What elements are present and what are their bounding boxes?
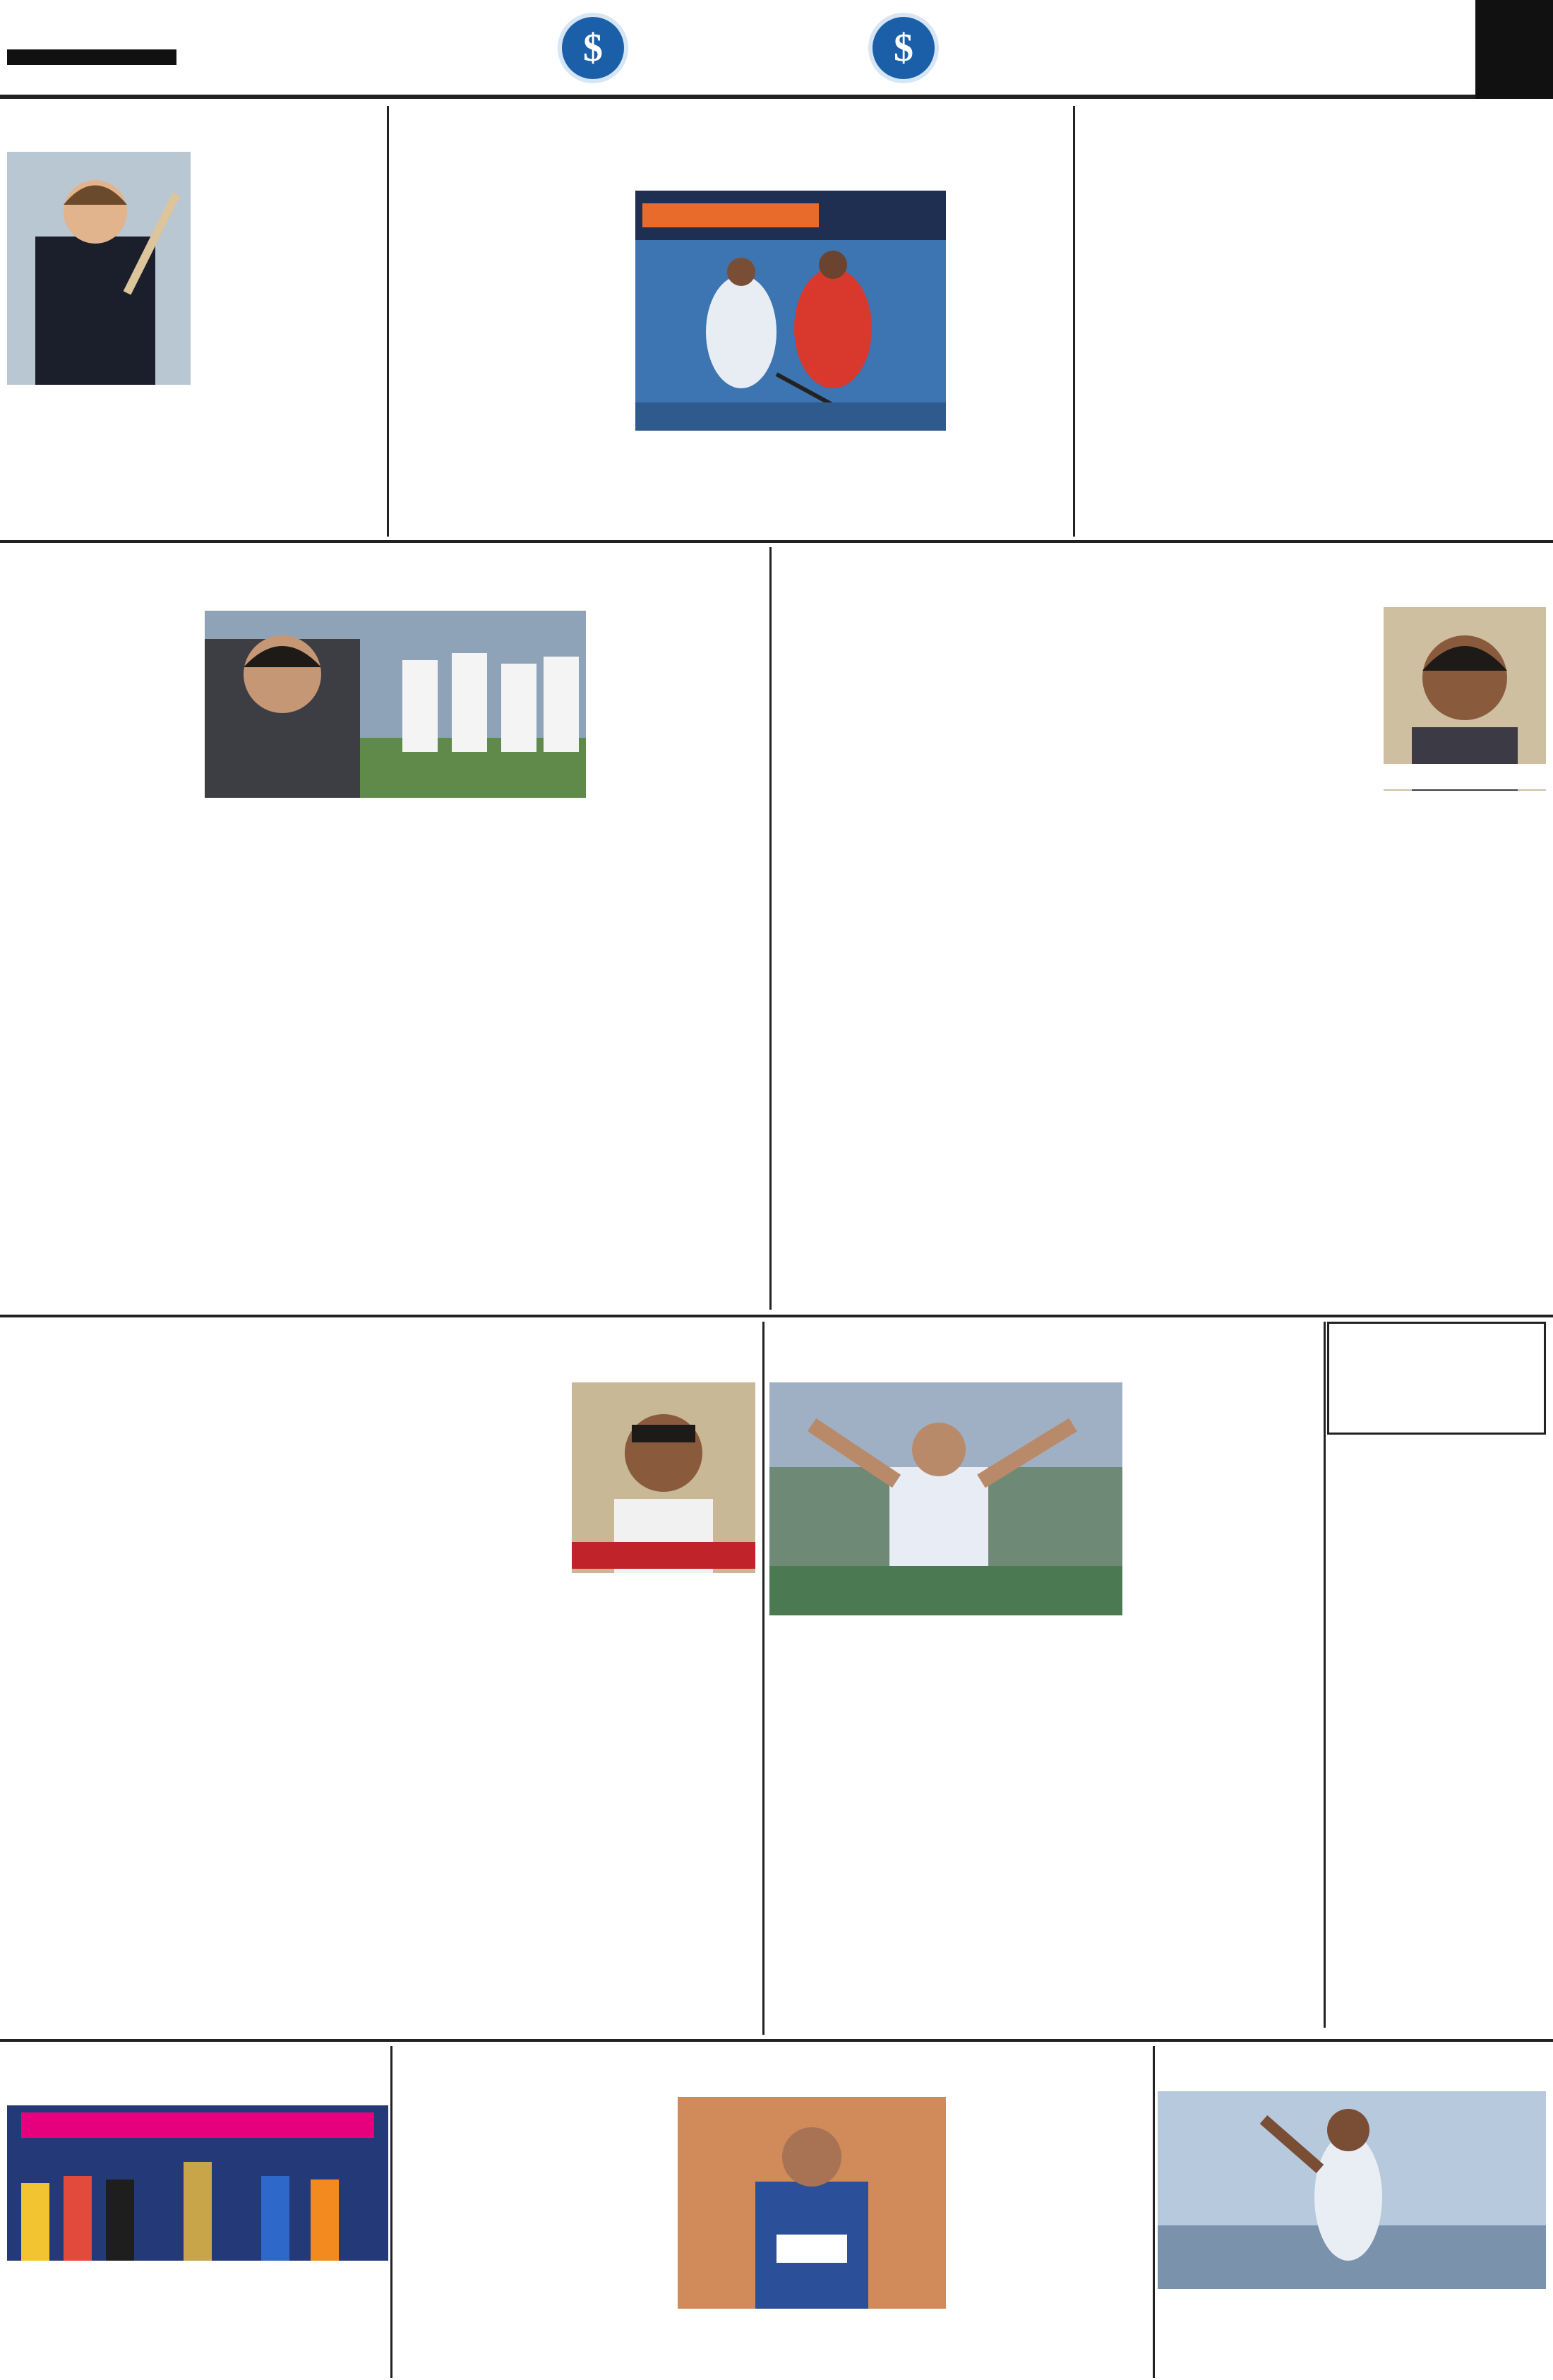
paralympic-box — [1327, 1322, 1546, 1435]
story-indian-football — [7, 2266, 388, 2372]
column-rule — [390, 2046, 392, 2378]
headline-new-zealand-coaches — [1080, 106, 1546, 198]
story-josh-hull-col3 — [198, 1382, 378, 2032]
columnist-name — [572, 1542, 755, 1569]
column-rule — [1153, 2046, 1155, 2378]
neeraj-photo — [678, 2097, 946, 2309]
hockey-photo — [635, 191, 946, 431]
story-josh-hull-col1 — [572, 1580, 755, 2032]
masthead — [7, 6, 176, 69]
newspaper-logo-right: $ — [868, 13, 939, 83]
newspaper-logo-left: $ — [558, 13, 628, 83]
headline-paris-paralympics — [7, 688, 198, 752]
story-musheer-col4 — [776, 607, 1009, 1306]
story-paralympic-bronze — [1327, 1440, 1546, 1709]
story-hockey-india-col2 — [395, 191, 628, 530]
story-new-zealand-coaches — [1080, 201, 1546, 533]
page-number — [1475, 0, 1553, 99]
story-josh-hull-col4 — [7, 1382, 191, 2004]
story-praveen — [1158, 2295, 1546, 2372]
story-credit — [7, 2005, 191, 2029]
headline-neeraj-chopra — [395, 2046, 1151, 2093]
headline-musheer-saini — [776, 547, 1546, 604]
story-pcb-col3 — [593, 1239, 762, 1306]
headline-pcb-naqvi — [7, 547, 762, 604]
story-ronaldo-col2 — [769, 1622, 1122, 2032]
story-musheer-col3 — [1017, 607, 1193, 1306]
story-womens-t20 — [205, 907, 586, 1306]
story-paris-paralympics — [7, 755, 198, 1306]
section-divider — [0, 1315, 1553, 1317]
section-divider — [0, 540, 1553, 543]
pcb-photo — [205, 611, 586, 798]
column-rule — [1324, 1322, 1326, 2028]
column-rule — [1073, 106, 1075, 537]
section-title — [649, 10, 875, 73]
praveen-photo — [1158, 2091, 1546, 2289]
column-rule — [769, 547, 772, 1310]
headline-ronaldo-900 — [769, 1322, 1320, 1378]
headline-nz-selector — [7, 106, 381, 148]
story-pcb-col1 — [593, 611, 762, 1232]
headline-indian-football — [7, 2046, 388, 2103]
columnist-photo — [572, 1382, 755, 1573]
column-rule — [387, 106, 389, 537]
story-musheer-col1 — [1384, 798, 1546, 1306]
story-musheer-col2 — [1200, 607, 1377, 1306]
story-neeraj-col1 — [953, 2097, 1151, 2380]
musheer-photo — [1384, 607, 1546, 791]
headline-josh-hull — [7, 1322, 755, 1378]
subhead-pcb-icc — [205, 851, 586, 900]
headline-womens-t20 — [205, 805, 586, 847]
headline-paralympic-bronze — [1333, 1328, 1540, 1431]
story-hockey-india-col1 — [953, 191, 1066, 431]
section-divider — [0, 2039, 1553, 2042]
story-nz-selector-col1 — [198, 152, 381, 385]
headline-praveen-gold — [1158, 2046, 1546, 2088]
musheer-photo-caption — [1384, 764, 1546, 789]
page-header — [0, 0, 1553, 99]
masthead-english — [7, 49, 176, 65]
sophie-photo — [7, 152, 191, 385]
story-neeraj-col2 — [395, 2097, 671, 2309]
issue-date — [939, 28, 1398, 71]
masthead-urdu — [7, 6, 176, 48]
story-pcb-col2 — [7, 611, 198, 688]
isl-media-day-photo — [7, 2105, 388, 2261]
headline-hockey-india — [395, 106, 1066, 184]
story-ronaldo-col1 — [1129, 1382, 1320, 2032]
column-rule — [762, 1322, 764, 2035]
story-nz-selector-col2 — [7, 388, 381, 530]
story-neeraj-col3 — [678, 2316, 946, 2372]
story-josh-hull-col2 — [385, 1382, 565, 2032]
ronaldo-photo — [769, 1382, 1122, 1615]
story-hockey-india-col3 — [635, 438, 1066, 530]
